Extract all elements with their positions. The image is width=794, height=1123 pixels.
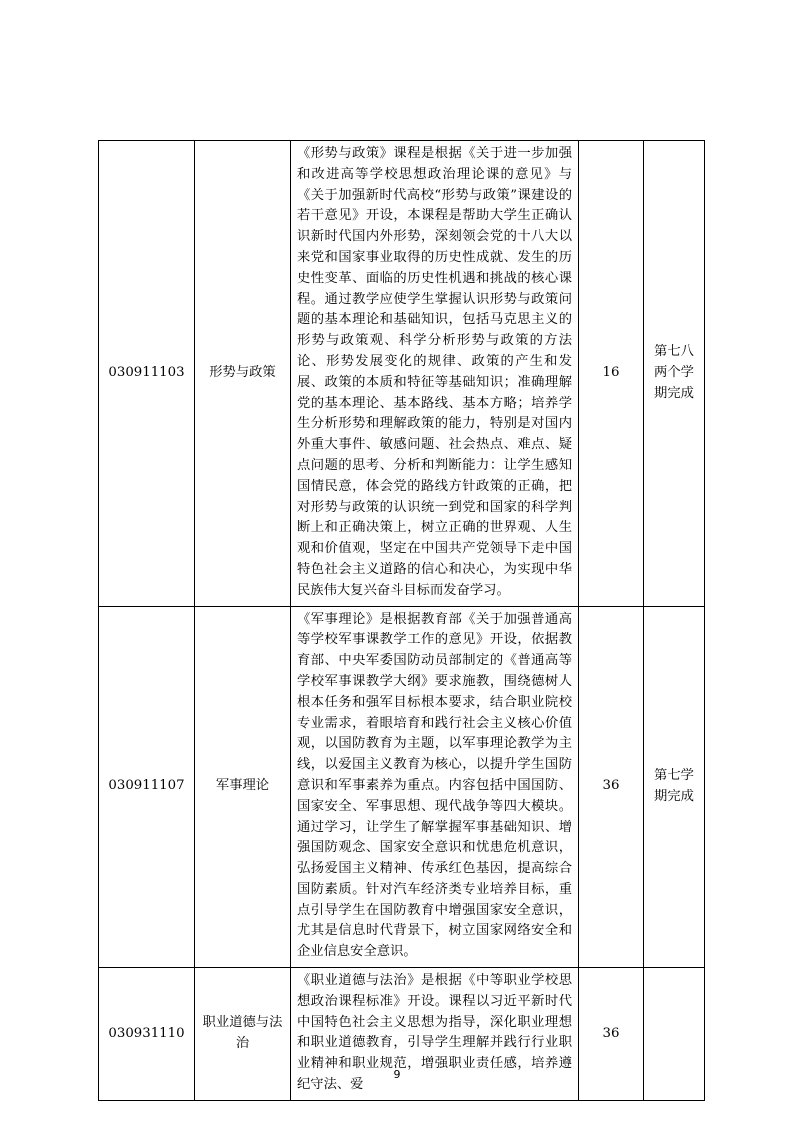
course-name: 形势与政策 (195, 141, 291, 607)
course-code: 030911103 (99, 141, 195, 607)
course-description: 《形势与政策》课程是根据《关于进一步加强和改进高等学校思想政治理论课的意见》与《关于加强新时代高校“形势与政策”课建设的若干意见》开设，本课程是帮助大学生正确认识新时代国内外形势，深刻领会党的十八大以来党和国家事业取得的历史性成就、发生的历史性变革、面临的历史性机遇和挑战的核心课程。通过教学应使学生掌握认识形势与政策问题的基本理论和基础知识，包括马克思主义的形势与政策观、科学分析形势与政策的方法论、形势发展变化的规律、政策的产生和发展、政策的本质和特征等基础知识；准确理解党的基本理论、基本路线、基本方略；培养学生分析形势和理解政策的能力，特别是对国内外重大事件、敏感问题、社会热点、难点、疑点问题的思考、分析和判断能力：让学生感知国情民意，体会党的路线方针政策的正确，把对形势与政策的认识统一到党和国家的科学判断上和正确决策上，树立正确的世界观、人生观和价值观，坚定在中国共产党领导下走中国特色社会主义道路的信心和决心，为实现中华民族伟大复兴奋斗目标而发奋学习。 (291, 141, 579, 607)
course-description: 《职业道德与法治》是根据《中等职业学校思想政治课程标准》开设。课程以习近平新时代中国特色社会主义思想为指导，深化职业理想和职业道德教育，引导学生理解并践行行业职业精神和职业规范，增强职业责任感，培养遵纪守法、爱 (291, 968, 579, 1101)
table-row (99, 606, 705, 968)
page-number: 9 (393, 1068, 401, 1081)
course-schedule: 第七八两个学期完成 (644, 141, 705, 607)
course-code: 030931110 (99, 968, 195, 1101)
course-schedule: 第七学期完成 (644, 606, 705, 968)
course-table (98, 140, 705, 1101)
course-description: 《军事理论》是根据教育部《关于加强普通高等学校军事课教学工作的意见》开设，依据教育部、中央军委国防动员部制定的《普通高等学校军事课教学大纲》要求施教，围绕德树人根本任务和强军目标根本要求，结合职业院校专业需求，着眼培育和践行社会主义核心价值观，以国防教育为主题，以军事理论教学为主线，以爱国主义教育为核心，以提升学生国防意识和军事素养为重点。内容包括中国国防、国家安全、军事思想、现代战争等四大模块。通过学习，让学生了解掌握军事基础知识、增强国防观念、国家安全意识和忧患危机意识，弘扬爱国主义精神、传承红色基因，提高综合国防素质。针对汽车经济类专业培养目标，重点引导学生在国防教育中增强国家安全意识，尤其是信息时代背景下，树立国家网络安全和企业信息安全意识。 (291, 606, 579, 968)
course-hours: 36 (579, 968, 644, 1101)
course-name: 职业道德与法治 (195, 968, 291, 1101)
course-code: 030911107 (99, 606, 195, 968)
course-name: 军事理论 (195, 606, 291, 968)
course-hours: 16 (579, 141, 644, 607)
table-row (99, 141, 705, 607)
course-hours: 36 (579, 606, 644, 968)
